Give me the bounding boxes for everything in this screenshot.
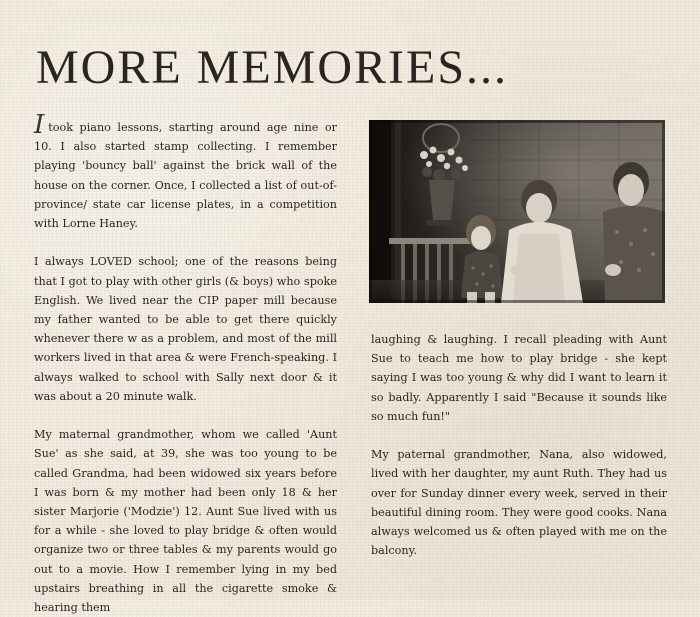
page-title: MORE MEMORIES... — [36, 41, 509, 94]
family-photo-image — [369, 120, 665, 303]
paragraph-text: took piano lessons, starting around age nine or 10. I also started stamp collecting. I remember playing 'bouncy ball' against the brick wall of the house on the corner. Once, I collected a list of out-of-province/ state car license plates, in a competition with Lorne Haney. — [34, 121, 337, 231]
drop-cap: I — [34, 110, 45, 140]
family-photo — [369, 120, 665, 303]
left-text-column — [34, 110, 337, 617]
paragraph-bridge: laughing & laughing. I recall pleading with Aunt Sue to teach me how to play bridge - she kept saying I was too young & why did I want to learn it so badly. Apparently I said "Because it sounds like so much fun!" — [371, 333, 667, 423]
paragraph-nana: My paternal grandmother, Nana, also widowed, lived with her daughter, my aunt Ruth. They had us over for Sunday dinner every week, served in their beautiful dining room. They were good cooks. Nana always welcomed us & often played with me on the balcony. — [371, 448, 667, 558]
paragraph-school: I always LOVED school; one of the reasons being that I got to play with other girls (& boys) who spoke English. We lived near the CIP paper mill because my father wanted to be able to get there quickly whenever there w as a problem, and most of the mill workers lived in that area & were French-speaking. I always walked to school with Sally next door & it was about a 20 minute walk. — [34, 255, 337, 403]
paragraph-piano-lessons — [34, 110, 337, 233]
paragraph-aunt-sue: My maternal grandmother, whom we called 'Aunt Sue' as she said, at 39, she was too young to be called Grandma, had been widowed six years before I was born & my mother had been only 18 & her sister Marjorie ('Modzie') 12. Aunt Sue lived with us for a while - she loved to play bridge & often would organize two or three tables & my parents would go out to a movie. How I remember lying in my bed upstairs breathing in all the cigarette smoke & hearing them — [34, 428, 337, 615]
right-text-column — [371, 330, 667, 560]
